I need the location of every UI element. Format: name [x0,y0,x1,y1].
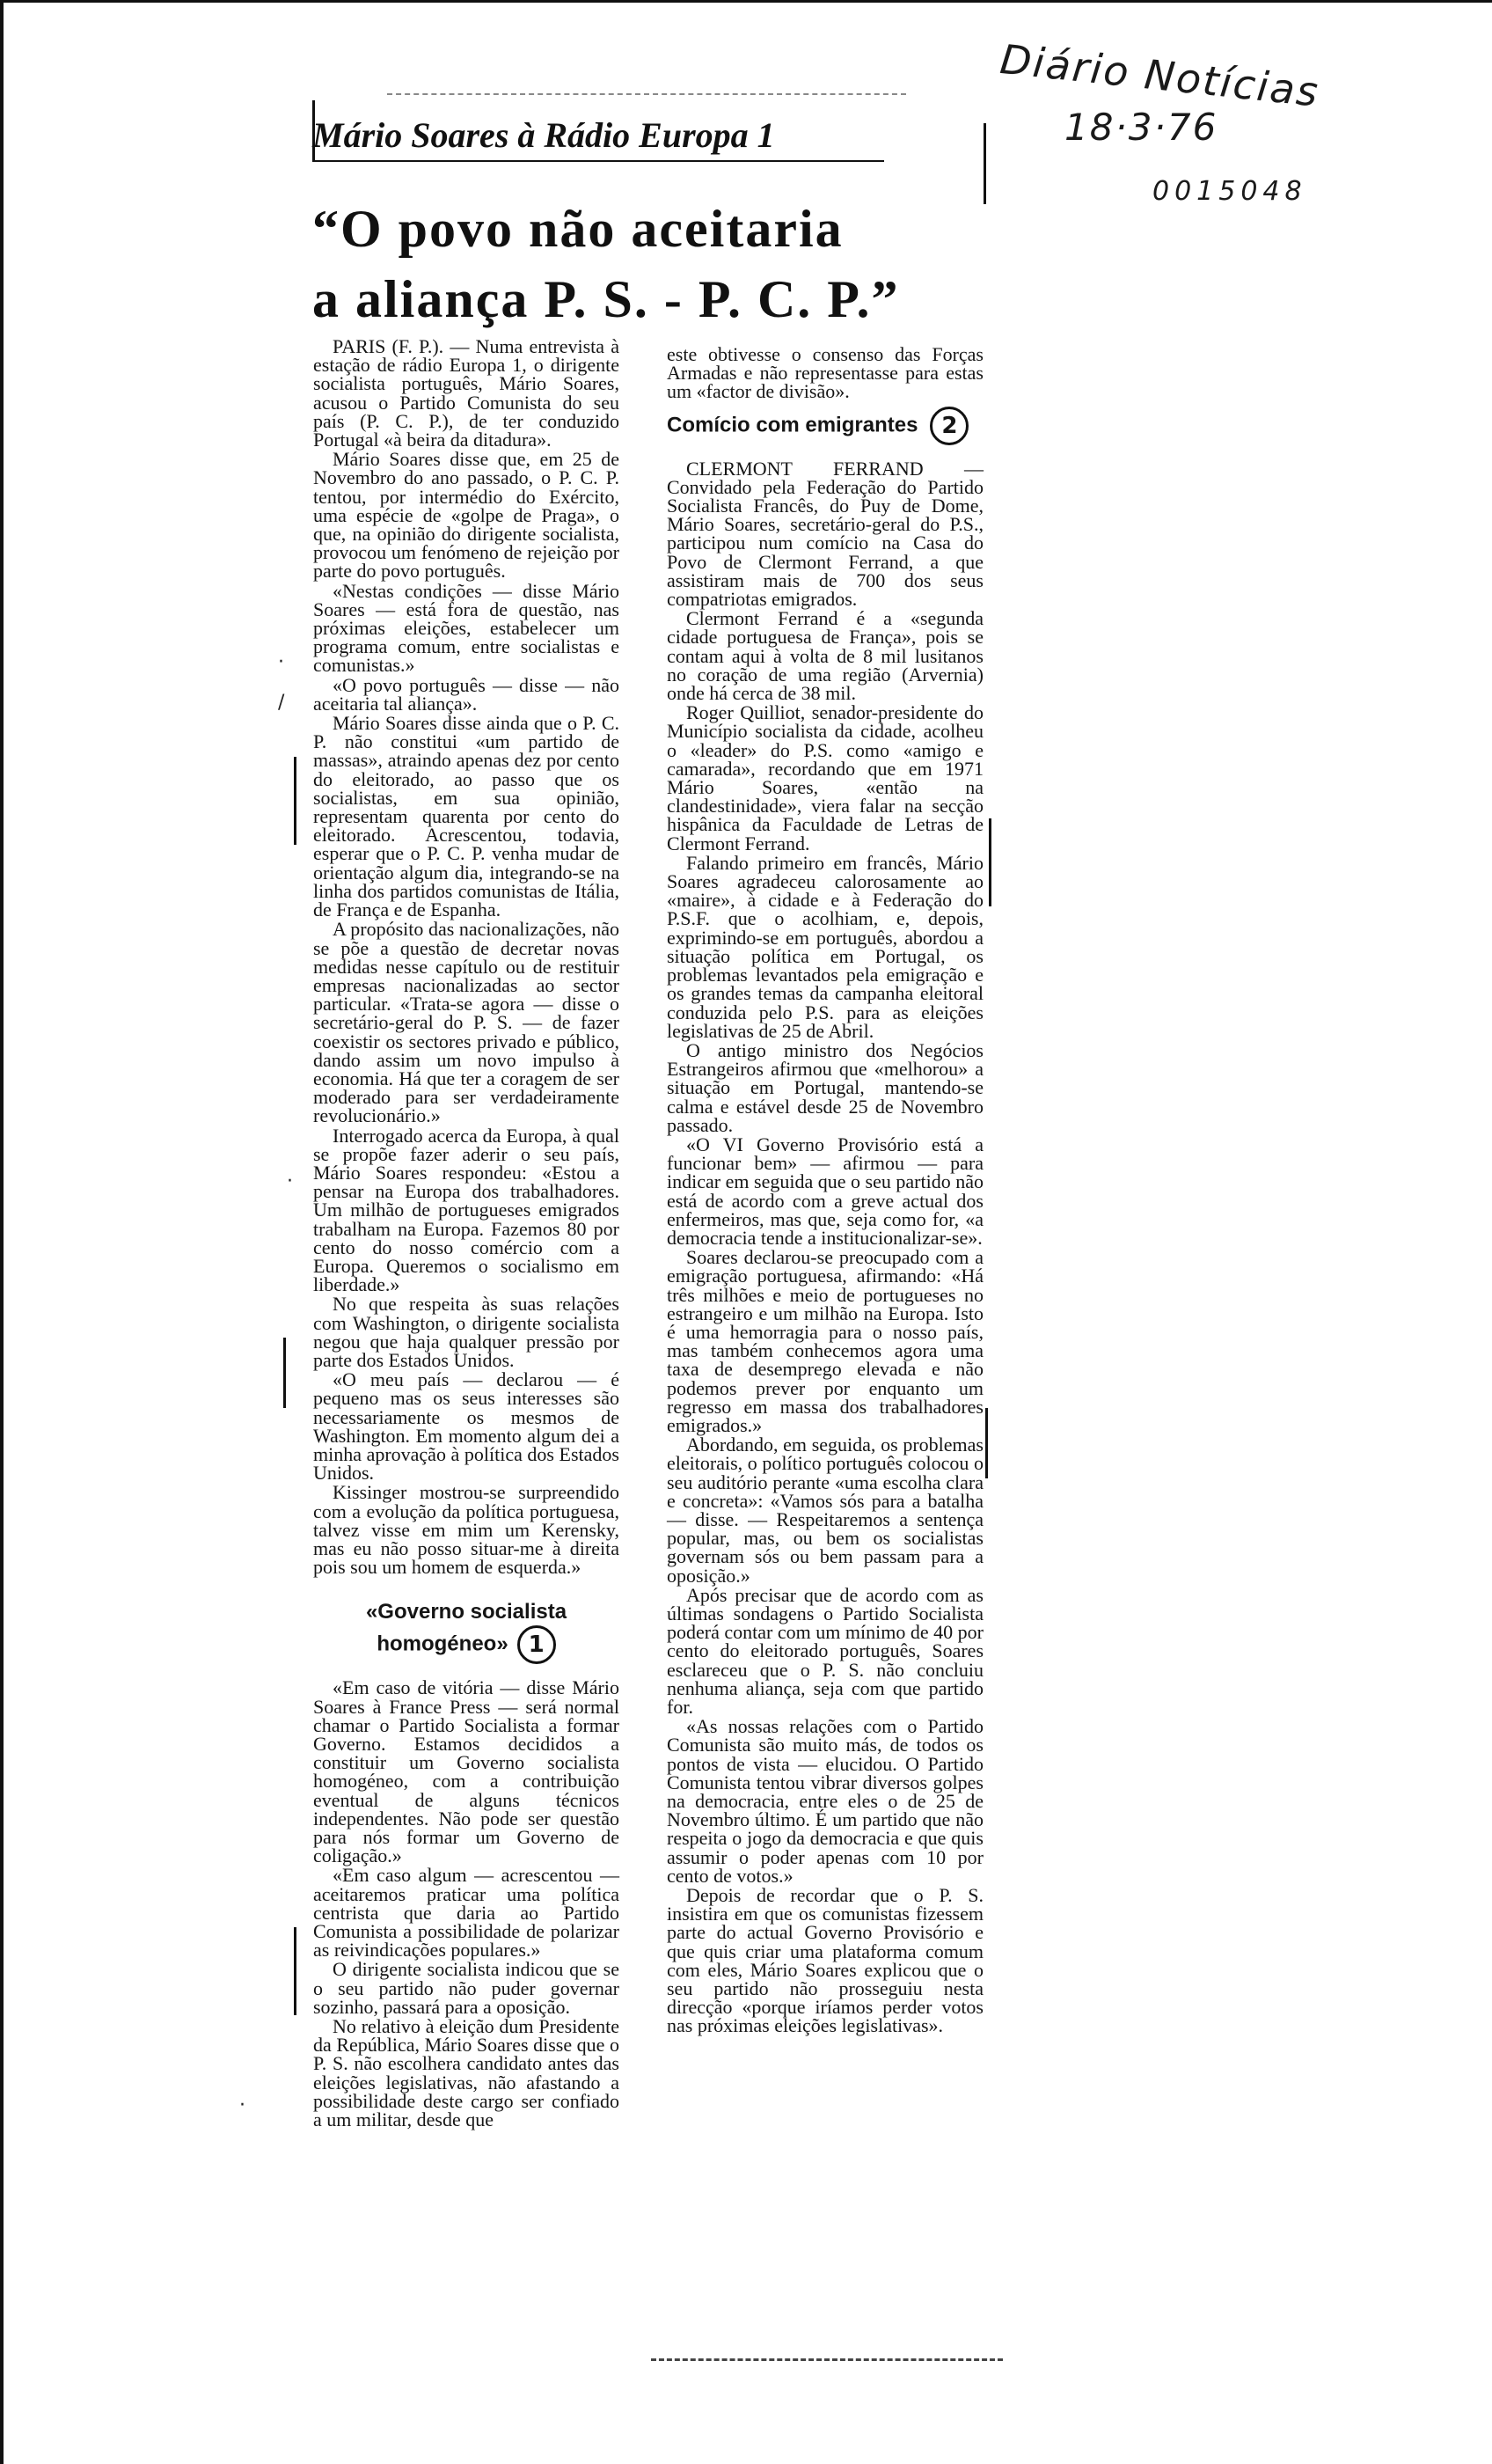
paragraph: PARIS (F. P.). — Numa entrevista à estação de rádio Europa 1, o dirigente socialista português, Mário Soares, acusou o Partido Comunista do seu país (P. C. P.), de ter conduzido Portugal «à beira da ditadura». [313,335,619,451]
subhead-number-badge: 1 [517,1625,556,1664]
paragraph: «As nossas relações com o Partido Comunista são muito más, de todos os pontos de vista — elucidou. O Partido Comunista tentou vibrar diversos golpes na democracia, entre eles o de 25 de Novembro último. É um partido que não respeita o jogo da democracia e que quis assumir o poder apenas com 10 por cento de votos.» [667,1715,984,1887]
margin-mark [294,1927,296,2015]
margin-mark [283,1338,286,1408]
paragraph: Abordando, em seguida, os problemas eleitorais, o político português colocou o seu auditório perante «uma escolha clara e concreta»: «Vamos sós para a batalha — disse. — Respeitaremos a sentença popular, mas, ou bem os socialistas governam sós ou bem passam para a oposição.» [667,1434,984,1587]
subhead-number-badge: 2 [930,407,969,445]
margin-dot: · [239,2094,245,2116]
paragraph: Mário Soares disse que, em 25 de Novembro do ano passado, o P. C. P. tentou, por intermédio do Exército, uma espécie de «golpe de Praga», o que, na opinião do dirigente socialista, provocou um fenómeno de rejeição por parte do povo português. [313,448,619,583]
paragraph: Kissinger mostrou-se surpreendido com a evolução da política portuguesa, talvez visse em mim um Kerensky, mas eu não posso situar-me à direita pois sou um homem de esquerda.» [313,1481,619,1579]
paragraph: Soares declarou-se preocupado com a emigração portuguesa, afirmando: «Há três milhões e meio de portugueses no estrangeiro e um milhão na Europa. Isto é uma hemorragia para o nosso país, mas também conhecemos agora uma taxa de desemprego elevada e não podemos prever por enquanto um regresso em massa dos trabalhadores emigrados.» [667,1246,984,1436]
paragraph: «O VI Governo Provisório está a funcionar bem» — afirmou — para indicar em seguida que o seu partido não está de acordo com a greve actual dos enfermeiros, mas que, seja como for, «a democracia tende a institucionalizar-se». [667,1133,984,1249]
handwritten-ref: 0015048 [1152,176,1307,207]
subhead-text: Comício com emigrantes [667,412,918,436]
margin-mark [985,1408,988,1478]
kicker-underline [312,160,884,162]
right-bracket-marker [984,123,986,204]
paragraph: «Nestas condições — disse Mário Soares — está fora de questão, nas próximas eleições, estabelecer um programa comum, entre socialistas e comunistas.» [313,579,619,677]
margin-dot: / [278,692,285,714]
paragraph: Após precisar que de acordo com as últimas sondagens o Partido Socialista poderá contar com um mínimo de 40 por cento do eleitorado português, Soares esclareceu que o P. S. não concluiu nenhuma aliança, seja com que partido for. [667,1583,984,1719]
article-kicker: Mário Soares à Rádio Europa 1 [312,115,775,155]
paragraph: Roger Quilliot, senador-presidente do Município socialista da cidade, acolheu o «leader» do P.S. como «amigo e camarada», recordando que em 1971 Mário Soares, «então na clandestinidade», viera falar na secção hispânica da Faculdade de Letras de Clermont Ferrand. [667,701,984,854]
paragraph: O dirigente socialista indicou que se o seu partido não puder governar sozinho, passará para a oposição. [313,1958,619,2018]
paragraph-continued: este obtivesse o consenso das Forças Armadas e não representasse para estas um «factor de divisão». [667,343,984,403]
paragraph: O antigo ministro dos Negócios Estrangeiros afirmou que «melhorou» a situação em Portugal, mantendo-se calma e estável desde 25 de Novembro passado. [667,1038,984,1136]
headline-line-2: a aliança P. S. - P. C. P.” [312,270,900,328]
margin-mark [294,757,296,845]
subhead-comicio-emigrantes [667,407,984,445]
paragraph: Falando primeiro em francês, Mário Soares agradeceu calorosamente ao «maire», à cidade e à Federação do P.S.F. que o acolhiam, e, depois, exprimindo-se em português, abordou a situação política em Portugal, os problemas levantados pela emigração e os grandes temas da campanha eleitoral conduzida pelo P.S. para as eleições legislativas de 25 de Abril. [667,851,984,1042]
subhead-governo-socialista [313,1599,619,1664]
paragraph: No relativo à eleição dum Presidente da República, Mário Soares disse que o P. S. não escolhera candidato antes das eleições legislativas, não afastando a possibilidade deste cargo ser confiado a um militar, desde que [313,2015,619,2131]
paragraph: Clermont Ferrand é a «segunda cidade portuguesa de França», pois se contam aqui à volta de 8 mil lusitanos no coração de uma região (Arvernia) onde há cerca de 38 mil. [667,607,984,705]
article-headline [312,194,954,334]
clip-cut-line-top [387,93,906,95]
paragraph: No que respeita às suas relações com Washington, o dirigente socialista negou que haja qualquer pressão por parte dos Estados Unidos. [313,1293,619,1371]
paragraph: Interrogado acerca da Europa, à qual se propõe fazer aderir o seu país, Mário Soares respondeu: «Estou a pensar na Europa dos trabalhadores. Um milhão de portugueses emigrados trabalham na Europa. Fazemos 80 por cento do nosso comércio com a Europa. Queremos o socialismo em liberdade.» [313,1124,619,1296]
paragraph: «O meu país — declarou — é pequeno mas os seus interesses são necessariamente os mesmos de Washington. Em momento algum dei a minha aprovação à política dos Estados Unidos. [313,1368,619,1485]
article-column-2 [667,345,984,2036]
paragraph: «Em caso algum — acrescentou — aceitaremos praticar uma política centrista que daria ao Partido Comunista a possibilidade de polarizar as reivindicações populares.» [313,1864,619,1962]
scan-border-left [0,0,4,2464]
paragraph: «Em caso de vitória — disse Mário Soares à France Press — será normal chamar o Partido Socialista a formar Governo. Estamos decididos a constituir um Governo socialista homogéneo, com a contribuição eventual de alguns técnicos independentes. Não pode ser questão para nós formar um Governo de coligação.» [313,1676,619,1867]
paragraph: «O povo português — disse — não aceitaria tal aliança». [313,673,619,715]
paragraph: Depois de recordar que o P. S. insistira em que os comunistas fizessem parte do actual Governo Provisório e que quis criar uma plataforma comum com eles, Mário Soares explicou que o seu partido não prosseguiu nesta direcção «porque iríamos perder votos nas próximas eleições legislativas». [667,1884,984,2037]
paragraph: CLERMONT FERRAND — Convidado pela Federação do Partido Socialista Francês, do Puy de Dome, Mário Soares, secretário-geral do P.S., participou num comício na Casa do Povo de Clermont Ferrand, a que assistiram mais de 700 dos seus compatriotas emigrados. [667,457,984,611]
scan-border-top [0,0,1492,3]
article-column-1 [313,337,619,2130]
headline-line-1: “O povo não aceitaria [312,200,844,258]
margin-dot: · [278,651,284,673]
handwritten-date: 18·3·76 [1064,106,1218,149]
clip-cut-line-bottom [651,2358,1003,2361]
margin-dot: · [287,1170,293,1192]
paragraph: Mário Soares disse ainda que o P. C. P. não constitui «um partido de massas», atraindo apenas dez por cento do eleitorado, ao passo que os socialistas, em sua opinião, representam quarenta por cento do eleitorado. Acrescentou, todavia, esperar que o P. C. P. venha mudar de orientação algum dia, integrando-se na linha dos partidos comunistas de Itália, de França e de Espanha. [313,712,619,921]
handwritten-publication: Diário Notícias [998,35,1322,116]
subhead-text: «Governo socialista homogéneo» [365,1600,567,1656]
paragraph: A propósito das nacionalizações, não se põe a questão de decretar novas medidas nesse capítulo ou de restituir empresas nacionalizadas ao sector particular. «Trata-se agora — disse o secretário-geral do P. S. — de fazer coexistir os sectores privado e público, dando assim um novo impulso à economia. Há que ter a coragem de ser moderado para ser verdadeiramente revolucionário.» [313,918,619,1127]
margin-mark [989,818,991,906]
